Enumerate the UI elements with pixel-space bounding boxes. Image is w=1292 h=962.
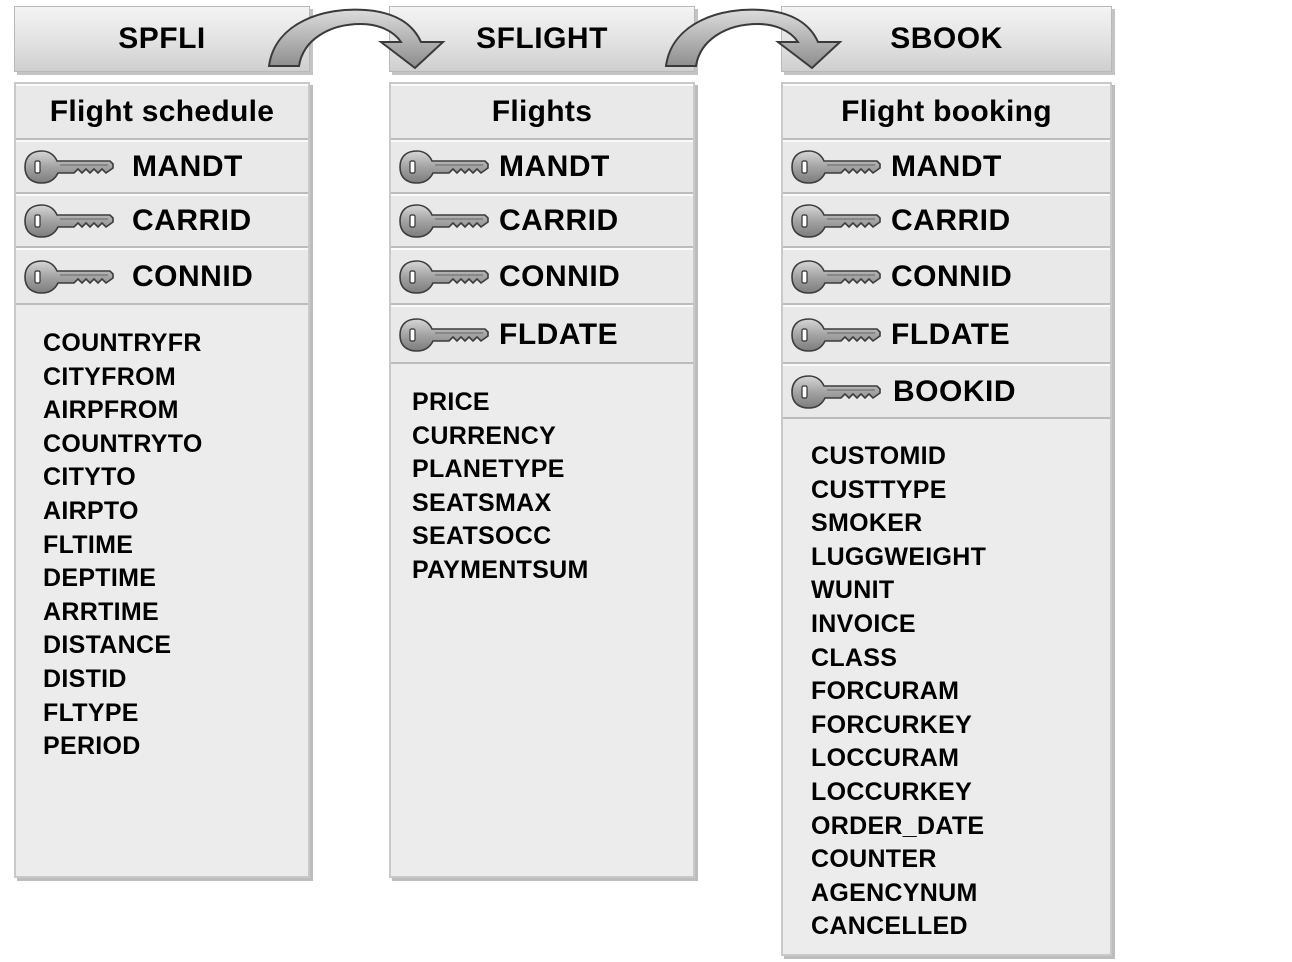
field-item: AGENCYNUM (811, 878, 978, 907)
field-item: CUSTTYPE (811, 475, 947, 504)
field-item: PAYMENTSUM (412, 555, 589, 584)
field-item: SEATSOCC (412, 522, 552, 551)
table-sbook (781, 82, 1112, 956)
field-item: CITYTO (43, 463, 137, 492)
key-icon (789, 148, 881, 186)
key-field-label: FLDATE (499, 317, 619, 351)
key-row-bookid (783, 364, 1110, 419)
key-icon (22, 202, 114, 240)
field-item: CANCELLED (811, 912, 968, 941)
key-row-mandt (783, 140, 1110, 194)
field-item: PERIOD (43, 732, 141, 761)
key-row-carrid (783, 194, 1110, 248)
table-name: SPFLI (118, 22, 206, 55)
field-item: FORCURAM (811, 677, 960, 706)
table-name: SBOOK (890, 22, 1003, 55)
field-item: INVOICE (811, 609, 916, 638)
key-row-connid (783, 248, 1110, 305)
key-row-connid (16, 248, 308, 305)
field-item: ORDER_DATE (811, 811, 985, 840)
key-field-label: MANDT (132, 150, 243, 183)
field-item: LUGGWEIGHT (811, 542, 987, 571)
field-list (783, 440, 1110, 944)
key-icon (397, 202, 489, 240)
key-row-mandt (16, 140, 308, 194)
key-field-label: BOOKID (893, 374, 1016, 408)
description-label: Flight schedule (49, 95, 275, 128)
key-field-label: CARRID (132, 204, 252, 237)
field-item: DEPTIME (43, 564, 157, 593)
key-icon (397, 258, 489, 296)
table-spfli (14, 82, 310, 878)
key-field-label: MANDT (891, 150, 1002, 183)
key-icon (789, 202, 881, 240)
field-item: CITYFROM (43, 362, 176, 391)
field-item: LOCCURKEY (811, 777, 973, 806)
field-item: AIRPFROM (43, 396, 179, 425)
field-item: AIRPTO (43, 496, 139, 525)
key-field-label: CONNID (891, 259, 1013, 293)
field-item: CURRENCY (412, 421, 557, 450)
field-item: PLANETYPE (412, 455, 565, 484)
table-description (391, 84, 693, 140)
key-field-label: CONNID (499, 259, 621, 293)
field-item: COUNTRYFR (43, 329, 202, 357)
key-icon (789, 373, 881, 411)
field-item: SEATSMAX (412, 488, 552, 517)
field-item: LOCCURAM (811, 744, 960, 773)
key-icon (789, 258, 881, 296)
field-item: FORCURKEY (811, 710, 973, 739)
curved-arrow-icon (662, 2, 847, 74)
key-icon (22, 258, 114, 296)
key-row-carrid (391, 194, 693, 248)
field-item: DISTID (43, 664, 127, 693)
table-description (16, 84, 308, 140)
table-sflight (389, 82, 695, 878)
field-item: WUNIT (811, 576, 895, 605)
key-field-label: CONNID (132, 259, 254, 293)
key-icon (789, 316, 881, 354)
field-item: CUSTOMID (811, 442, 947, 470)
key-icon (22, 148, 114, 186)
field-list (391, 386, 693, 588)
key-row-mandt (391, 140, 693, 194)
curved-arrow-icon (265, 2, 450, 74)
key-row-carrid (16, 194, 308, 248)
field-item: FLTIME (43, 530, 134, 559)
description-label: Flights (491, 95, 593, 128)
field-item: COUNTER (811, 845, 937, 874)
key-field-label: CARRID (499, 204, 619, 237)
key-icon (397, 148, 489, 186)
field-item: COUNTRYTO (43, 429, 203, 458)
description-label: Flight booking (841, 95, 1052, 128)
field-item: ARRTIME (43, 597, 159, 626)
key-field-label: MANDT (499, 150, 610, 183)
field-item: DISTANCE (43, 631, 172, 660)
table-name: SFLIGHT (476, 22, 608, 55)
key-field-label: FLDATE (891, 317, 1011, 351)
key-icon (397, 316, 489, 354)
field-item: CLASS (811, 643, 898, 672)
field-item: PRICE (412, 388, 490, 416)
field-list (16, 327, 308, 764)
key-row-fldate (391, 305, 693, 364)
field-item: FLTYPE (43, 698, 139, 727)
table-description (783, 84, 1110, 140)
field-item: SMOKER (811, 509, 923, 538)
key-row-fldate (783, 305, 1110, 364)
key-field-label: CARRID (891, 204, 1011, 237)
key-row-connid (391, 248, 693, 305)
